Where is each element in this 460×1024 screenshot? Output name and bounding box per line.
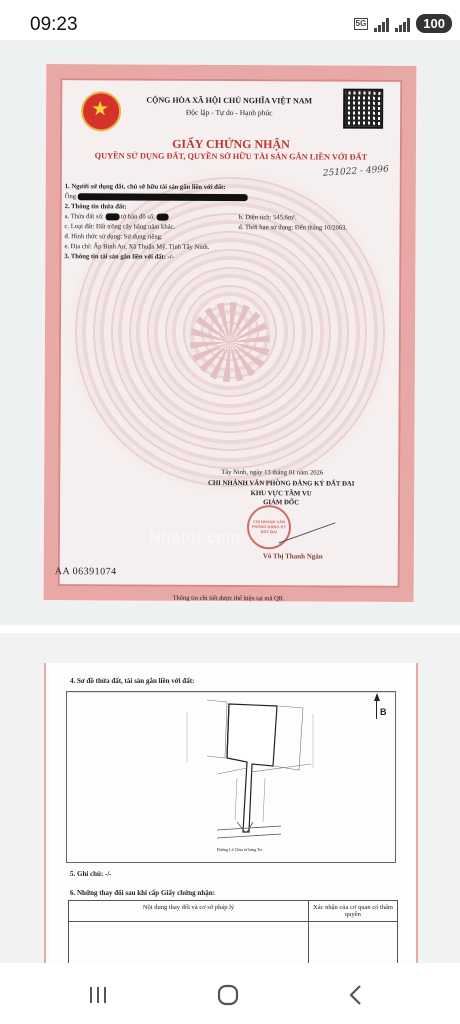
qr-code-icon[interactable]	[343, 89, 383, 129]
recents-button[interactable]	[78, 982, 118, 1008]
medallion-star	[190, 302, 270, 382]
handwritten-number: 251022 - 4996	[322, 164, 390, 179]
section-6: 6. Những thay đổi sau khi cấp Giấy chứng nhận:	[70, 889, 215, 897]
status-icons	[354, 14, 452, 33]
watermark: Nhatot.com	[148, 529, 241, 548]
home-button[interactable]	[208, 982, 248, 1008]
changes-table	[68, 900, 398, 963]
road-label: Đường Lộ Chùa từ bảng Tre	[217, 847, 263, 852]
qr-footer-note: Thông tin chi tiết được thể hiện tại mã QR.	[172, 594, 285, 603]
motto: Độc lập - Tự do - Hạnh phúc	[185, 107, 273, 118]
section-1: 1. Người sử dụng đất, chủ sở hữu tài sản gắn liền với đất:	[64, 183, 226, 191]
table-cell	[69, 922, 309, 964]
use-term: d. Thời hạn sử dụng: Đến tháng 10/2063.	[238, 224, 348, 232]
place-date: Tây Ninh, ngày 13 tháng 01 năm 2026	[221, 468, 324, 477]
redacted-map-sheet	[157, 214, 169, 221]
owner-prefix: Ông	[64, 193, 77, 201]
section-5: 5. Ghi chú: -/-	[70, 870, 112, 878]
parcel-prefix: a. Thửa đất số:	[64, 213, 104, 221]
address: e. Địa chỉ: Ấp Bình An, Xã Thuận Mỹ, Tỉnh Tây Ninh.	[64, 243, 210, 251]
national-emblem-icon: ★	[81, 91, 121, 131]
recents-icon	[87, 985, 109, 1005]
table-cell	[309, 922, 398, 964]
use-form: đ. Hình thức sử dụng: Sử dụng riêng.	[64, 233, 163, 241]
north-arrow-icon	[374, 693, 380, 701]
parcel-outline	[227, 704, 277, 832]
col-header-confirmation: Xác nhận của cơ quan có thẩm quyền	[309, 901, 398, 922]
serial-number: AA 06391074	[54, 566, 117, 578]
navigation-bar	[0, 964, 460, 1024]
stamp-text: CHI NHÁNH VĂN PHÒNG ĐĂNG KÝ ĐẤT ĐAI	[251, 519, 287, 535]
nation-name: CỘNG HÒA XÃ HỘI CHỦ NGHĨA VIỆT NAM	[146, 95, 313, 106]
signal-icon-2	[395, 16, 410, 32]
signer-name: Võ Thị Thanh Ngân	[262, 552, 323, 561]
redacted-parcel	[105, 213, 119, 220]
status-time: 09:23	[30, 14, 78, 35]
certificate-subtitle: QUYỀN SỬ DỤNG ĐẤT, QUYỀN SỞ HỮU TÀI SẢN GẮN LIỀN VỚI ĐẤT	[94, 151, 368, 162]
home-icon	[216, 983, 240, 1007]
parcel-line	[65, 213, 169, 221]
parcel-diagram	[67, 692, 397, 864]
map-sheet-label: tờ bản đồ số:	[120, 213, 155, 221]
back-icon	[346, 983, 366, 1007]
certificate-back-photo[interactable]	[0, 633, 460, 963]
area: b. Diện tích: 545,6m².	[238, 214, 297, 222]
land-type: c. Loại đất: Đất trồng cây hằng năm khác.	[64, 223, 176, 231]
signal-icon	[374, 16, 389, 32]
certificate-title: GIẤY CHỨNG NHẬN	[172, 136, 290, 152]
col-header-changes: Nội dung thay đổi và cơ sở pháp lý	[69, 901, 309, 922]
official-stamp	[247, 505, 291, 549]
issuing-office: CHI NHÁNH VĂN PHÒNG ĐĂNG KÝ ĐẤT ĐAI	[207, 479, 355, 488]
north-label: B	[380, 707, 387, 717]
certificate-page	[41, 61, 420, 605]
table-row	[69, 922, 398, 964]
redacted-owner	[78, 193, 248, 201]
battery-icon: 100	[416, 14, 452, 33]
section-2: 2. Thông tin thửa đất:	[64, 203, 127, 211]
back-button[interactable]	[336, 982, 376, 1008]
network-type-icon: 5G	[355, 18, 367, 28]
section-3: 3. Thông tin tài sản gắn liền với đất: -/-	[64, 253, 174, 261]
north-arrow-line	[376, 699, 377, 719]
issuing-area: KHU VỰC TẦM VU	[250, 490, 312, 498]
owner-line	[65, 193, 248, 201]
certificate-photo[interactable]	[0, 40, 460, 625]
parcel-sketch	[66, 691, 396, 863]
certificate-back-page	[44, 663, 418, 963]
table-header-row	[69, 901, 398, 922]
director-title: GIÁM ĐỐC	[263, 499, 300, 507]
section-4: 4. Sơ đồ thửa đất, tài sản gắn liền với đất:	[70, 677, 195, 685]
